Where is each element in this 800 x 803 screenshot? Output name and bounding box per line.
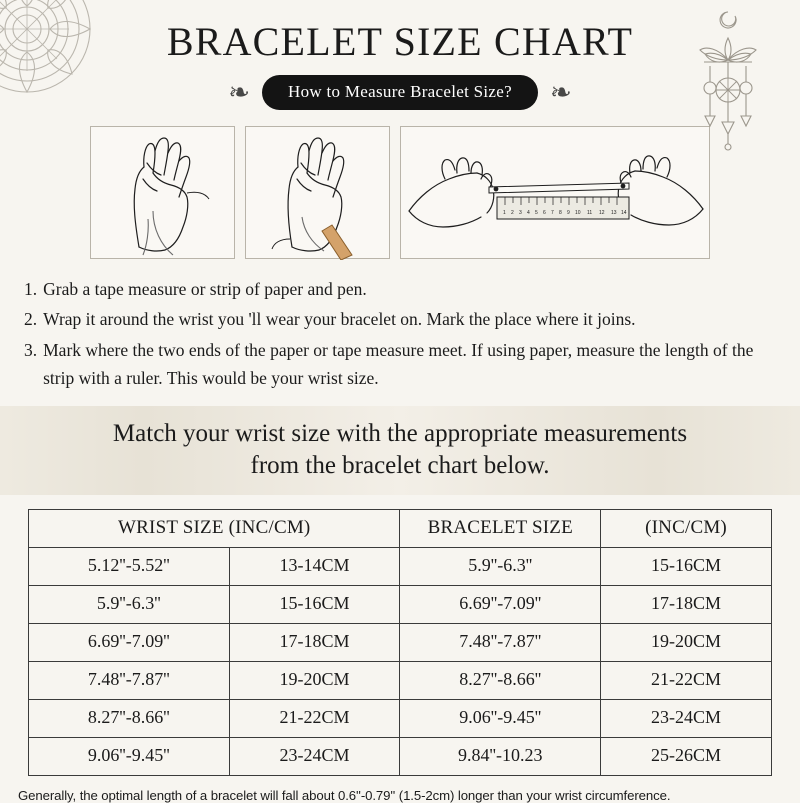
cell-wrist-cm: 15-16CM bbox=[229, 585, 400, 623]
cell-bracelet-cm: 19-20CM bbox=[601, 623, 772, 661]
bracelet-size-table bbox=[28, 509, 772, 776]
step-text: Wrap it around the wrist you 'll wear your bracelet on. Mark the place where it joins. bbox=[43, 309, 636, 330]
step-number: 2. bbox=[24, 309, 38, 330]
svg-text:5: 5 bbox=[535, 210, 538, 216]
flourish-right-icon: ❧ bbox=[549, 77, 572, 107]
list-item bbox=[24, 336, 774, 393]
svg-text:13: 13 bbox=[611, 210, 617, 216]
cell-wrist-inch: 7.48''-7.87'' bbox=[29, 661, 230, 699]
cell-wrist-cm: 23-24CM bbox=[229, 737, 400, 775]
list-item bbox=[24, 305, 774, 333]
lotus-ornament-icon bbox=[680, 4, 776, 154]
banner-line-1: Match your wrist size with the appropriate measurements bbox=[112, 420, 688, 448]
cell-bracelet-cm: 17-18CM bbox=[601, 585, 772, 623]
cell-wrist-inch: 5.9''-6.3'' bbox=[29, 585, 230, 623]
table-row bbox=[29, 699, 772, 737]
cell-wrist-cm: 13-14CM bbox=[229, 547, 400, 585]
column-header-bracelet-size: BRACELET SIZE bbox=[400, 509, 601, 547]
step-text: Mark where the two ends of the paper or tape measure meet. If using paper, measure the length of the strip with a ruler. This would be your wrist size. bbox=[43, 339, 754, 389]
cell-bracelet-cm: 23-24CM bbox=[601, 699, 772, 737]
table-row bbox=[29, 661, 772, 699]
svg-text:9: 9 bbox=[567, 210, 570, 216]
table-header-row bbox=[29, 509, 772, 547]
hand-with-tape-measure-illustration bbox=[91, 127, 236, 260]
table-row bbox=[29, 737, 772, 775]
banner-line-2: from the bracelet chart below. bbox=[250, 451, 550, 479]
svg-text:12: 12 bbox=[599, 210, 605, 216]
svg-text:11: 11 bbox=[587, 210, 593, 216]
cell-bracelet-cm: 25-26CM bbox=[601, 737, 772, 775]
page-title: BRACELET SIZE CHART bbox=[166, 19, 634, 64]
svg-text:7: 7 bbox=[551, 210, 554, 216]
cell-bracelet-inch: 5.9''-6.3'' bbox=[400, 547, 601, 585]
table-row bbox=[29, 623, 772, 661]
svg-text:10: 10 bbox=[575, 210, 581, 216]
svg-text:14: 14 bbox=[621, 210, 627, 216]
panel-hands-measuring-with-ruler bbox=[400, 126, 710, 259]
match-instruction-banner bbox=[0, 406, 800, 495]
cell-bracelet-inch: 7.48''-7.87'' bbox=[400, 623, 601, 661]
list-item bbox=[24, 275, 774, 303]
subtitle-pill: How to Measure Bracelet Size? bbox=[262, 75, 538, 110]
svg-text:1: 1 bbox=[503, 210, 506, 216]
cell-wrist-inch: 5.12''-5.52'' bbox=[29, 547, 230, 585]
cell-wrist-inch: 6.69''-7.09'' bbox=[29, 623, 230, 661]
cell-wrist-cm: 21-22CM bbox=[229, 699, 400, 737]
flourish-left-icon: ❧ bbox=[228, 77, 251, 107]
hands-measuring-strip-with-ruler-illustration bbox=[401, 127, 711, 260]
svg-text:8: 8 bbox=[559, 210, 562, 216]
measure-steps-list bbox=[24, 275, 774, 392]
cell-wrist-inch: 8.27''-8.66'' bbox=[29, 699, 230, 737]
step-number: 3. bbox=[24, 339, 38, 360]
svg-text:4: 4 bbox=[527, 210, 530, 216]
footnote-text: Generally, the optimal length of a bracelet will fall about 0.6''-0.79'' (1.5-2cm) longer than your wrist circumference. bbox=[18, 787, 671, 803]
cell-bracelet-inch: 9.84''-10.23 bbox=[400, 737, 601, 775]
step-text: Grab a tape measure or strip of paper and pen. bbox=[43, 279, 367, 299]
cell-bracelet-cm: 21-22CM bbox=[601, 661, 772, 699]
svg-text:6: 6 bbox=[543, 210, 546, 216]
panel-hand-with-tape-measure bbox=[90, 126, 235, 259]
cell-wrist-cm: 19-20CM bbox=[229, 661, 400, 699]
cell-bracelet-inch: 8.27''-8.66'' bbox=[400, 661, 601, 699]
table-row bbox=[29, 547, 772, 585]
hand-with-paper-strip-illustration bbox=[246, 127, 391, 260]
size-table-wrapper bbox=[28, 509, 772, 776]
step-number: 1. bbox=[24, 279, 38, 299]
table-body bbox=[29, 547, 772, 775]
cell-bracelet-inch: 6.69''-7.09'' bbox=[400, 585, 601, 623]
mandala-ornament-icon bbox=[0, 0, 102, 104]
panel-hand-with-paper-strip bbox=[245, 126, 390, 259]
svg-text:2: 2 bbox=[511, 210, 514, 216]
cell-bracelet-cm: 15-16CM bbox=[601, 547, 772, 585]
column-header-wrist-size: WRIST SIZE (INC/CM) bbox=[29, 509, 400, 547]
cell-wrist-cm: 17-18CM bbox=[229, 623, 400, 661]
cell-bracelet-inch: 9.06''-9.45'' bbox=[400, 699, 601, 737]
cell-wrist-inch: 9.06''-9.45'' bbox=[29, 737, 230, 775]
column-header-bracelet-units: (INC/CM) bbox=[601, 509, 772, 547]
table-row bbox=[29, 585, 772, 623]
svg-text:3: 3 bbox=[519, 210, 522, 216]
